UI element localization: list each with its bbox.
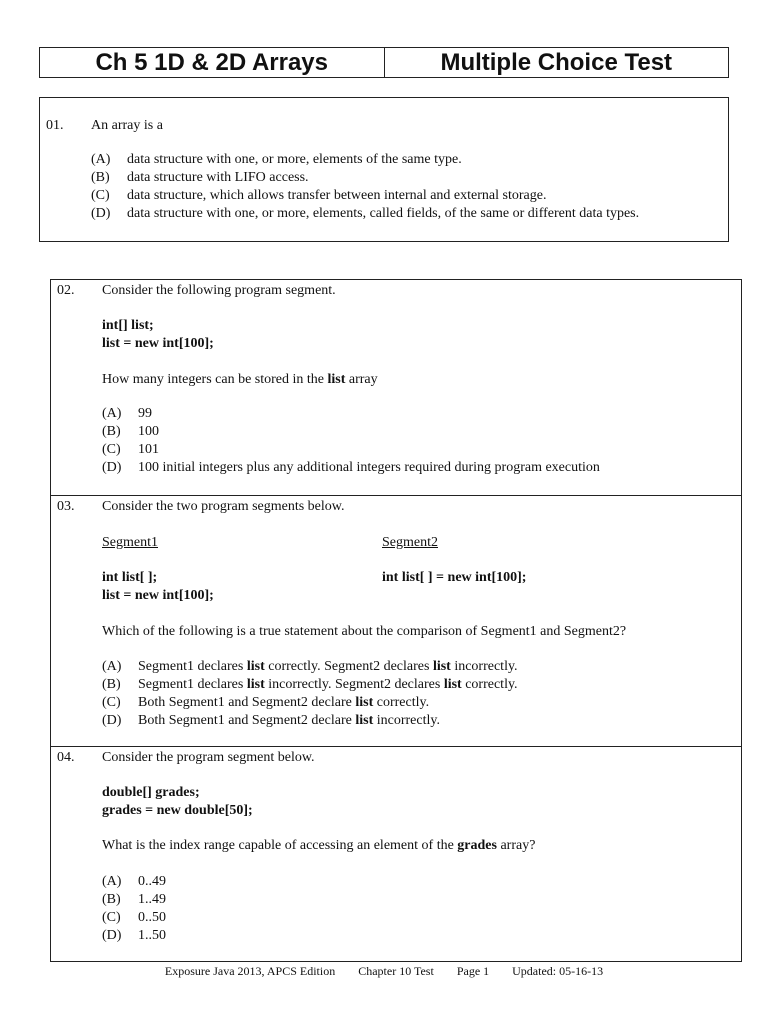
choice-c: (C) Both Segment1 and Segment2 declare list correctly. xyxy=(102,695,430,710)
code-line: int[] list; xyxy=(102,318,154,333)
question-stem: An array is a xyxy=(91,118,163,133)
page-footer xyxy=(0,962,768,980)
footer-chapter: Chapter 10 Test xyxy=(358,964,434,978)
choice-b: (B) 1..49 xyxy=(102,892,166,907)
footer-page: Page 1 xyxy=(456,964,490,978)
question-stem: Consider the two program segments below. xyxy=(102,499,345,514)
choice-d: (D) data structure with one, or more, elements, called fields, of the same or different data types. xyxy=(91,206,640,221)
code-line: int list[ ] = new int[100]; xyxy=(382,570,527,585)
footer-updated: Updated: 05-16-13 xyxy=(512,964,604,978)
test-title: Multiple Choice Test xyxy=(384,48,729,77)
code-line: list = new int[100]; xyxy=(102,588,214,603)
question-number: 02. xyxy=(57,283,75,298)
question-text: How many integers can be stored in the list array xyxy=(102,372,378,387)
choice-b: (B) data structure with LIFO access. xyxy=(91,170,309,185)
choice-d: (D) 1..50 xyxy=(102,928,166,943)
question-1-box xyxy=(39,97,729,242)
question-number: 03. xyxy=(57,499,75,514)
choice-a: (A) 99 xyxy=(102,406,152,421)
code-line: int list[ ]; xyxy=(102,570,158,585)
questions-2-4-box xyxy=(50,279,742,962)
question-stem: Consider the following program segment. xyxy=(102,283,336,298)
choice-a: (A) Segment1 declares list correctly. Segment2 declares list incorrectly. xyxy=(102,659,518,674)
code-line: grades = new double[50]; xyxy=(102,803,253,818)
question-text: What is the index range capable of accessing an element of the grades array? xyxy=(102,838,536,853)
segment2-label: Segment2 xyxy=(382,535,438,550)
choice-a: (A) data structure with one, or more, elements of the same type. xyxy=(91,152,462,167)
choice-b: (B) 100 xyxy=(102,424,159,439)
footer-book: Exposure Java 2013, APCS Edition xyxy=(164,964,336,978)
question-number: 01. xyxy=(46,118,64,133)
question-2 xyxy=(51,280,741,495)
segment1-label: Segment1 xyxy=(102,535,158,550)
code-line: list = new int[100]; xyxy=(102,336,214,351)
choice-d: (D) Both Segment1 and Segment2 declare list incorrectly. xyxy=(102,713,440,728)
question-4 xyxy=(51,746,741,961)
choice-a: (A) 0..49 xyxy=(102,874,166,889)
test-header xyxy=(39,47,729,78)
question-text: Which of the following is a true statement about the comparison of Segment1 and Segment2? xyxy=(102,624,627,639)
choice-c: (C) data structure, which allows transfer between internal and external storage. xyxy=(91,188,547,203)
chapter-title: Ch 5 1D & 2D Arrays xyxy=(95,48,329,76)
code-line: double[] grades; xyxy=(102,785,200,800)
choice-b: (B) Segment1 declares list incorrectly. Segment2 declares list correctly. xyxy=(102,677,518,692)
choice-d: (D) 100 initial integers plus any additional integers required during program execution xyxy=(102,460,600,475)
choice-c: (C) 101 xyxy=(102,442,159,457)
question-number: 04. xyxy=(57,750,75,765)
question-3 xyxy=(51,495,741,746)
question-stem: Consider the program segment below. xyxy=(102,750,315,765)
choice-c: (C) 0..50 xyxy=(102,910,166,925)
